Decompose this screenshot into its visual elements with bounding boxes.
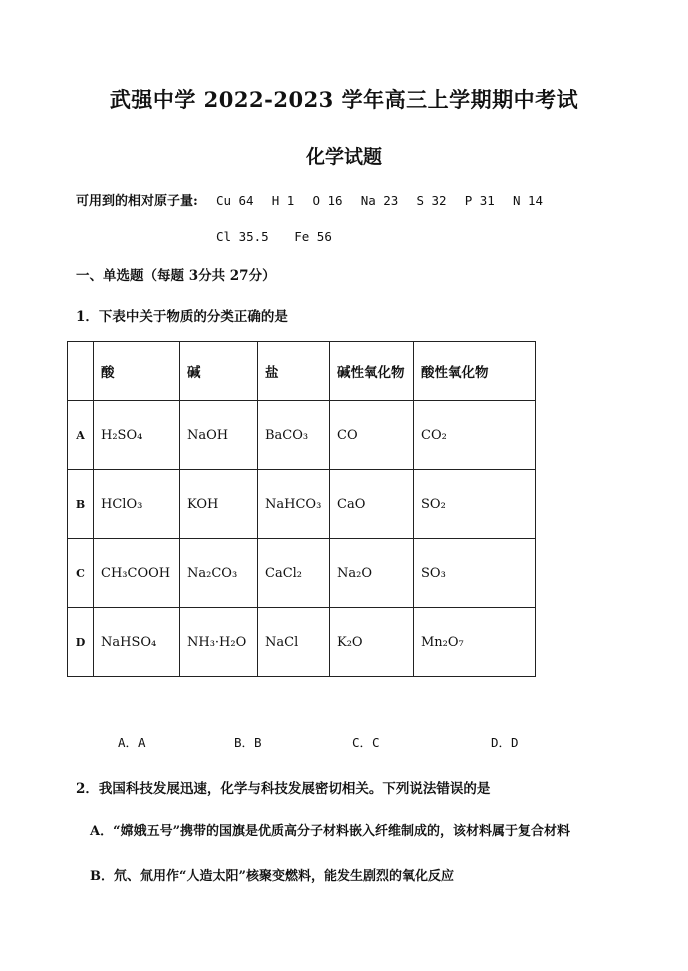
row-label: A [68,401,94,470]
table-row [68,608,536,677]
exam-subtitle: 化学试题 [305,146,382,168]
table-cell: BaCO₃ [258,401,330,470]
table-cell: KOH [180,470,258,539]
table-cell: SO₃ [414,539,536,608]
table-header-cell: 酸 [94,342,180,401]
exam-title: 武强中学 2022-2023 学年高三上学期期中考试 [109,87,579,112]
mass-n: N 14 [512,193,544,208]
table-cell: K₂O [330,608,414,677]
table-cell: Na₂CO₃ [180,539,258,608]
table-cell: H₂SO₄ [94,401,180,470]
table-cell: CaO [330,470,414,539]
q1-option-a: A．A [118,735,146,750]
mass-s: S 32 [416,193,447,208]
mass-cu: Cu 64 [215,193,254,208]
table-header-cell: 碱 [180,342,258,401]
table-cell: Mn₂O₇ [414,608,536,677]
table-cell: NaOH [180,401,258,470]
mass-na: Na 23 [360,193,399,208]
atomic-masses-line1 [76,190,557,209]
table-row [68,401,536,470]
mass-p: P 31 [464,193,495,208]
row-label: B [68,470,94,539]
table-header-cell [68,342,94,401]
table-cell: CO [330,401,414,470]
mass-h: H 1 [271,193,295,208]
table-header-cell: 酸性氧化物 [414,342,536,401]
q1-option-b: B．B [234,735,262,750]
table-cell: SO₂ [414,470,536,539]
row-label: C [68,539,94,608]
q1-option-c: C．C [352,735,380,750]
table-row [68,539,536,608]
question-2-stem: 2．我国科技发展迅速，化学与科技发展密切相关。下列说法错误的是 [76,781,491,797]
table-cell: HClO₃ [94,470,180,539]
table-cell: NaCl [258,608,330,677]
row-label: D [68,608,94,677]
mass-o: O 16 [312,193,343,208]
q1-option-d: D．D [491,735,519,750]
table-cell: NaHSO₄ [94,608,180,677]
table-cell: NH₃·H₂O [180,608,258,677]
mass-fe: Fe 56 [294,229,332,244]
table-cell: CaCl₂ [258,539,330,608]
table-header-row [68,342,536,401]
q2-option-a: A．“嫦娥五号”携带的国旗是优质高分子材料嵌入纤维制成的，该材料属于复合材料 [90,824,571,839]
section-heading: 一、单选题（每题 3分共 27分） [76,268,276,284]
q2-option-b: B．氘、氚用作“人造太阳”核聚变燃料，能发生剧烈的氧化反应 [90,869,454,884]
table-header-cell: 盐 [258,342,330,401]
table-cell: NaHCO₃ [258,470,330,539]
atomic-masses-line2 [216,229,350,244]
table-row [68,470,536,539]
table-cell: CH₃COOH [94,539,180,608]
table-header-cell: 碱性氧化物 [330,342,414,401]
classification-table [67,341,536,677]
table-cell: Na₂O [330,539,414,608]
question-1-stem: 1．下表中关于物质的分类正确的是 [76,309,288,325]
table-cell: CO₂ [414,401,536,470]
mass-cl: Cl 35.5 [216,229,269,244]
atomic-masses-label: 可用到的相对原子量: [76,194,198,209]
